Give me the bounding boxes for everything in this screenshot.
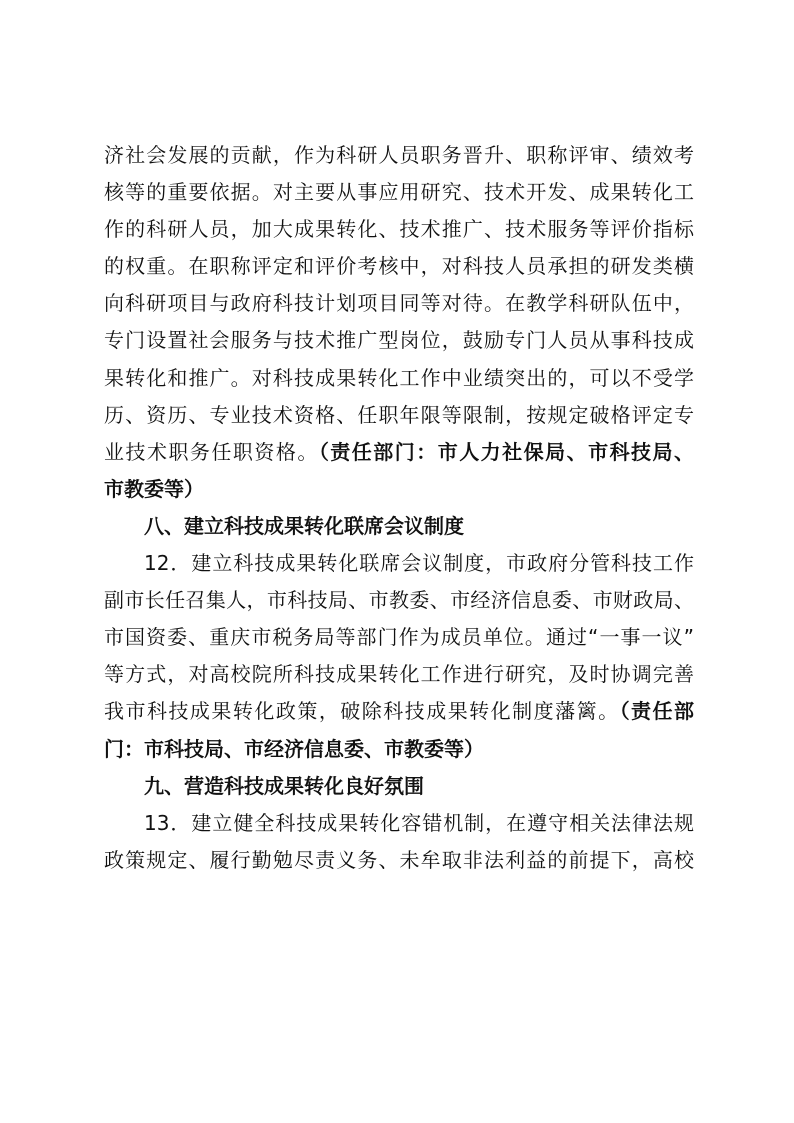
body-line: 副市长任召集人，市科技局、市教委、市经济信息委、市财政局、 (104, 588, 694, 613)
responsibility-note: （责任部 (619, 699, 694, 724)
body-line: 历、资历、专业技术资格、任职年限等限制，按规定破格评定专 (104, 402, 694, 427)
responsibility-note-end: 门：市科技局、市经济信息委、市教委等） (104, 736, 484, 761)
document-body (104, 137, 694, 879)
body-line-with-responsibility (104, 693, 694, 730)
body-line: 专门设置社会服务与技术推广型岗位，鼓励专门人员从事科技成 (104, 328, 694, 353)
body-line: 的权重。在职称评定和评价考核中，对科技人员承担的研发类横 (104, 254, 694, 279)
body-text: 我市科技成果转化政策，破除科技成果转化制度藩篱。 (104, 699, 620, 724)
body-line: 核等的重要依据。对主要从事应用研究、技术开发、成果转化工 (104, 180, 694, 205)
body-line: 市国资委、重庆市税务局等部门作为成员单位。通过“一事一议” (104, 625, 694, 650)
responsibility-note: （责任部门：市人力社保局、市科技局、 (318, 439, 694, 464)
responsibility-note-end: 市教委等） (104, 476, 204, 501)
body-line: 果转化和推广。对科技成果转化工作中业绩突出的，可以不受学 (104, 365, 694, 390)
body-line: 12．建立科技成果转化联席会议制度，市政府分管科技工作 (144, 551, 694, 576)
body-line: 等方式，对高校院所科技成果转化工作进行研究，及时协调完善 (104, 662, 694, 687)
body-text: 业技术职务任职资格。 (104, 439, 319, 464)
body-line-with-responsibility (104, 434, 694, 471)
body-line: 作的科研人员，加大成果转化、技术推广、技术服务等评价指标 (104, 217, 694, 242)
body-line: 13．建立健全科技成果转化容错机制，在遵守相关法律法规 (144, 810, 694, 835)
body-line: 政策规定、履行勤勉尽责义务、未牟取非法利益的前提下，高校 (104, 847, 694, 872)
section-heading-9: 九、营造科技成果转化良好氛围 (144, 773, 424, 798)
section-heading-8: 八、建立科技成果转化联席会议制度 (144, 513, 464, 538)
body-line: 济社会发展的贡献，作为科研人员职务晋升、职称评审、绩效考 (104, 143, 694, 167)
body-line: 向科研项目与政府科技计划项目同等对待。在教学科研队伍中， (104, 291, 694, 316)
